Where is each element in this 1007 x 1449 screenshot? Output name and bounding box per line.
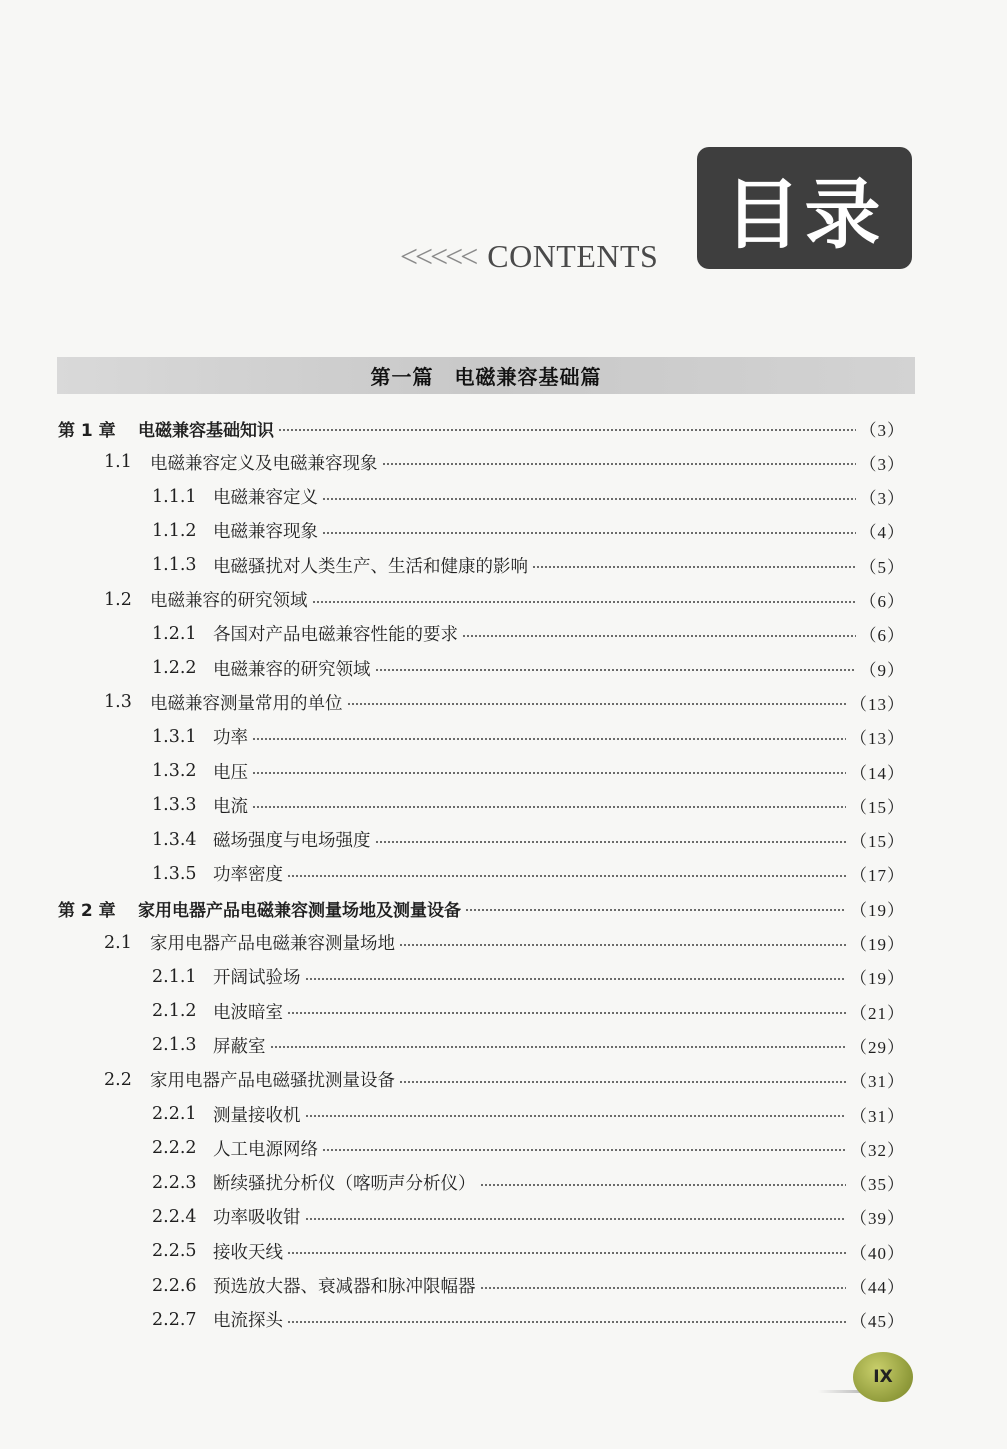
toc-entry-page: （19） [850,935,905,954]
toc-entry-page: （44） [850,1278,905,1297]
toc-dot-leader [305,978,847,980]
toc-entry-title: 接收天线 [213,1242,283,1263]
toc-entry-number: 2.2.3 [152,1172,197,1193]
toc-entry-title: 测量接收机 [213,1105,301,1126]
part-title: 第一篇 电磁兼容基础篇 [370,365,602,389]
toc-entry-number: 1.3.4 [152,829,197,850]
toc-entry-number: 第 2 章 [58,900,116,921]
toc-entry-title: 电磁兼容的研究领域 [150,591,308,611]
toc-dot-leader [287,1252,846,1254]
toc-dot-leader [462,635,856,637]
toc-entry-number: 1.1.2 [152,520,197,541]
toc-entry-page: （19） [850,969,905,989]
toc-dot-leader [375,841,847,843]
toc-entry-number: 1.3.2 [152,761,197,781]
toc-dot-leader [480,1184,847,1186]
toc-entry-page: （15） [850,797,905,817]
toc-entry-title: 开阔试验场 [213,968,301,989]
toc-entry-page: （21） [850,1003,905,1023]
toc-entry-title: 家用电器产品电磁兼容测量场地 [150,934,395,954]
toc-entry-number: 1.3.1 [152,726,197,747]
toc-entry[interactable] [104,586,905,614]
toc-dot-leader [399,944,846,946]
toc-entry-number: 2.2.4 [152,1206,197,1227]
toc-entry-number: 2.2 [104,1069,132,1090]
toc-entry-page: （13） [850,694,905,714]
toc-entry-number: 1.1.3 [152,555,197,576]
toc-entry[interactable] [152,1134,905,1162]
toc-entry-title: 电压 [213,762,248,783]
toc-entry-page: （3） [859,489,905,509]
toc-entry[interactable] [104,448,905,476]
toc-entry[interactable] [152,654,905,682]
toc-entry-number: 1.2.1 [152,623,197,644]
toc-entry[interactable] [152,1237,905,1265]
toc-entry-page: （45） [850,1312,905,1332]
toc-entry-title: 磁场强度与电场强度 [213,831,371,852]
toc-entry-page: （15） [850,832,905,852]
toc-entry-title: 电磁兼容基础知识 [138,420,274,441]
toc-entry-title: 人工电源网络 [213,1139,318,1160]
toc-dot-leader [305,1218,847,1220]
toc-dot-leader [322,532,856,534]
toc-entry[interactable] [152,1203,905,1231]
toc-entry-page: （35） [850,1175,905,1195]
toc-entry-page: （32） [850,1140,905,1160]
toc-entry-title: 屏蔽室 [213,1036,266,1057]
toc-entry[interactable] [152,997,905,1025]
toc-dot-leader [252,738,846,740]
toc-entry[interactable] [152,826,905,854]
toc-entry-number: 2.2.2 [152,1138,197,1159]
toc-entry-page: （9） [859,660,905,680]
toc-entry-number: 1.1.1 [152,486,197,507]
toc-dot-leader [252,772,846,774]
toc-entry[interactable] [58,414,905,442]
toc-entry-title: 电波暗室 [213,1002,283,1023]
toc-entry-page: （14） [850,763,905,783]
toc-dot-leader [532,566,856,568]
toc-entry-page: （17） [850,866,905,886]
toc-entry[interactable] [152,1272,905,1300]
toc-dot-leader [287,1012,846,1014]
toc-entry-title: 家用电器产品电磁兼容测量场地及测量设备 [138,900,461,921]
toc-entry[interactable] [152,757,905,785]
toc-entry[interactable] [152,551,905,579]
toc-dot-leader [480,1287,847,1289]
toc-dot-leader [287,1321,846,1323]
toc-entry-title: 各国对产品电磁兼容性能的要求 [213,625,458,646]
toc-entry-title: 电流探头 [213,1311,283,1332]
toc-entry-number: 1.1 [104,452,132,473]
toc-entry[interactable] [152,620,905,648]
toc-entry[interactable] [104,688,905,716]
toc-entry[interactable] [152,963,905,991]
toc-entry-page: （4） [859,523,905,543]
toc-entry-number: 2.2.1 [152,1104,197,1124]
toc-dot-leader [375,669,856,671]
toc-dot-leader [305,1115,847,1117]
toc-entry-title: 预选放大器、衰减器和脉冲限幅器 [213,1277,476,1297]
toc-entry[interactable] [152,517,905,545]
toc-entry-title: 电磁兼容定义 [213,488,318,509]
toc-entry-number: 1.2.2 [152,658,197,679]
toc-dot-leader [278,429,856,431]
toc-entry-page: （3） [859,454,905,474]
toc-entry-page: （31） [850,1072,905,1092]
toc-entry[interactable] [152,1031,905,1059]
toc-entry-number: 2.1.3 [152,1035,197,1056]
toc-entry[interactable] [58,894,905,922]
toc-entry-number: 2.1.2 [152,1001,197,1022]
toc-entry-number: 2.1 [104,932,132,953]
toc-dot-leader [322,1149,846,1151]
toc-dot-leader [399,1081,846,1083]
toc-entry-page: （3） [859,420,905,440]
mulu-title: 目录 [724,169,885,259]
toc-dot-leader [382,463,856,465]
toc-entry-title: 电磁兼容定义及电磁兼容现象 [150,453,378,474]
toc-entry-title: 功率吸收钳 [213,1208,301,1229]
toc-dot-leader [252,806,846,808]
toc-entry-title: 电磁兼容测量常用的单位 [150,693,343,714]
toc-dot-leader [347,703,847,705]
toc-entry-title: 电磁骚扰对人类生产、生活和健康的影响 [213,556,528,577]
toc-entry-number: 2.1.1 [152,966,197,987]
toc-entry-number: 1.2 [104,589,132,610]
toc-entry[interactable] [152,1306,905,1334]
toc-dot-leader [322,498,856,500]
toc-entry-page: （5） [859,557,905,577]
page-number-badge [853,1352,913,1402]
toc-entry[interactable] [152,723,905,751]
toc-entry[interactable] [104,929,905,957]
toc-entry-title: 功率密度 [213,865,283,886]
toc-dot-leader [270,1046,847,1048]
toc-entry[interactable] [152,1100,905,1128]
toc-dot-leader [287,875,846,877]
toc-entry-title: 家用电器产品电磁骚扰测量设备 [150,1071,395,1092]
toc-entry-number: 2.2.5 [152,1241,197,1262]
toc-entry-number: 1.3 [104,692,132,713]
contents-arrows: <<<<< [400,238,476,274]
toc-entry-number: 2.2.7 [152,1309,197,1330]
toc-entry-number: 第 1 章 [58,420,116,441]
toc-entry[interactable] [152,791,905,819]
toc-entry-page: （39） [850,1209,905,1229]
toc-entry-page: （29） [850,1037,905,1057]
toc-entry[interactable] [152,1169,905,1197]
toc-entry-number: 1.3.5 [152,863,197,884]
toc-entry-number: 1.3.3 [152,795,197,816]
toc-dot-leader [465,909,846,911]
toc-dot-leader [312,601,856,603]
toc-entry-title: 电流 [213,796,248,817]
toc-entry-number: 2.2.6 [152,1275,197,1296]
toc-entry-page: （40） [850,1243,905,1263]
toc-entry-title: 断续骚扰分析仪（喀呖声分析仪） [213,1174,476,1195]
page-number: IX [873,1367,893,1387]
toc-entry-title: 功率 [213,728,248,749]
toc-entry[interactable] [152,483,905,511]
toc-entry-page: （31） [850,1106,905,1126]
toc-entry-page: （6） [859,626,905,646]
toc-entry-page: （13） [850,729,905,749]
contents-label: CONTENTS [487,238,659,274]
toc-entry-page: （6） [859,592,905,611]
toc-entry[interactable] [152,860,905,888]
toc-entry-page: （19） [850,900,905,920]
toc-entry-title: 电磁兼容的研究领域 [213,659,371,680]
toc-entry-title: 电磁兼容现象 [213,522,318,543]
toc-entry[interactable] [104,1066,905,1094]
